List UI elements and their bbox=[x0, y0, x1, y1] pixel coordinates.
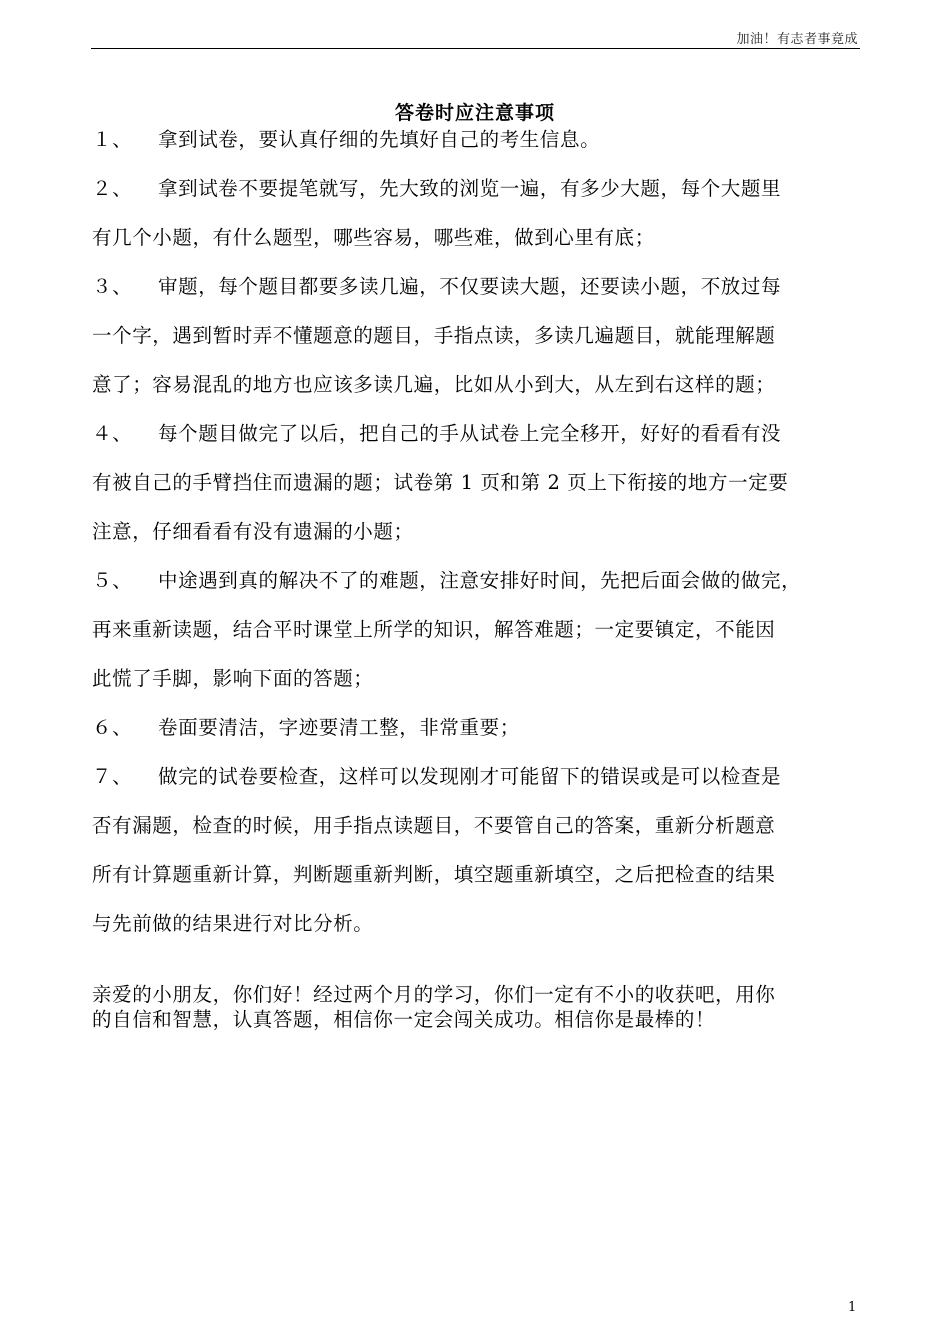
item-3-continuation: 一个字，遇到暂时弄不懂题意的题目，手指点读，多读几遍题目，就能理解题 bbox=[92, 324, 776, 347]
item-5-continuation: 再来重新读题，结合平时课堂上所学的知识，解答难题；一定要镇定，不能因 bbox=[92, 618, 776, 641]
item-3-continuation: 意了；容易混乱的地方也应该多读几遍，比如从小到大，从左到右这样的题； bbox=[92, 373, 776, 396]
item-number: ４、 bbox=[92, 422, 133, 445]
document-title: 答卷时应注意事项 bbox=[394, 102, 555, 124]
item-7-continuation: 与先前做的结果进行对比分析。 bbox=[92, 912, 374, 935]
item-number: ５、 bbox=[92, 569, 133, 592]
item-text: 拿到试卷，要认真仔细的先填好自己的考生信息。 bbox=[158, 128, 601, 151]
item-4-continuation: 有被自己的手臂挡住而遗漏的题；试卷第 1 页和第 2 页上下衔接的地方一定要 bbox=[92, 471, 789, 494]
item-number: ６、 bbox=[92, 716, 133, 739]
item-text: 做完的试卷要检查，这样可以发现刚才可能留下的错误或是可以检查是 bbox=[158, 765, 782, 788]
item-text: 审题，每个题目都要多读几遍，不仅要读大题，还要读小题，不放过每 bbox=[158, 275, 782, 298]
item-7-continuation: 否有漏题，检查的时候，用手指点读题目，不要管自己的答案，重新分析题意 bbox=[92, 814, 776, 837]
item-number: ７、 bbox=[92, 765, 133, 788]
closing-line-2: 的自信和智慧，认真答题，相信你一定会闯关成功。相信你是最棒的！ bbox=[92, 1008, 716, 1031]
item-number: ２、 bbox=[92, 177, 133, 200]
list-item-2 bbox=[92, 173, 781, 201]
list-item-6 bbox=[92, 712, 520, 740]
item-4-continuation: 注意，仔细看看有没有遗漏的小题； bbox=[92, 520, 414, 543]
list-item-4 bbox=[92, 418, 781, 446]
header-motto: 加油！有志者事竟成 bbox=[736, 32, 858, 47]
item-text: 每个题目做完了以后，把自己的手从试卷上完全移开，好好的看看有没 bbox=[158, 422, 782, 445]
list-item-3 bbox=[92, 271, 781, 299]
item-2-continuation: 有几个小题，有什么题型，哪些容易，哪些难，做到心里有底； bbox=[92, 226, 655, 249]
item-7-continuation: 所有计算题重新计算，判断题重新判断，填空题重新填空，之后把检查的结果 bbox=[92, 863, 776, 886]
list-item-5 bbox=[92, 565, 801, 593]
item-5-continuation: 此慌了手脚，影响下面的答题； bbox=[92, 667, 374, 690]
item-text: 中途遇到真的解决不了的难题，注意安排好时间，先把后面会做的做完， bbox=[158, 569, 802, 592]
item-text: 拿到试卷不要提笔就写，先大致的浏览一遍，有多少大题，每个大题里 bbox=[158, 177, 782, 200]
page-number: 1 bbox=[848, 1300, 857, 1315]
item-text: 卷面要清洁，字迹要清工整，非常重要； bbox=[158, 716, 520, 739]
closing-line-1: 亲爱的小朋友，你们好！经过两个月的学习，你们一定有不小的收获吧，用你 bbox=[92, 983, 776, 1006]
list-item-1 bbox=[92, 124, 600, 152]
item-number: ３、 bbox=[92, 275, 133, 298]
item-number: １、 bbox=[92, 128, 133, 151]
list-item-7 bbox=[92, 761, 781, 789]
closing-paragraph bbox=[92, 982, 775, 1032]
header-divider bbox=[91, 48, 860, 49]
